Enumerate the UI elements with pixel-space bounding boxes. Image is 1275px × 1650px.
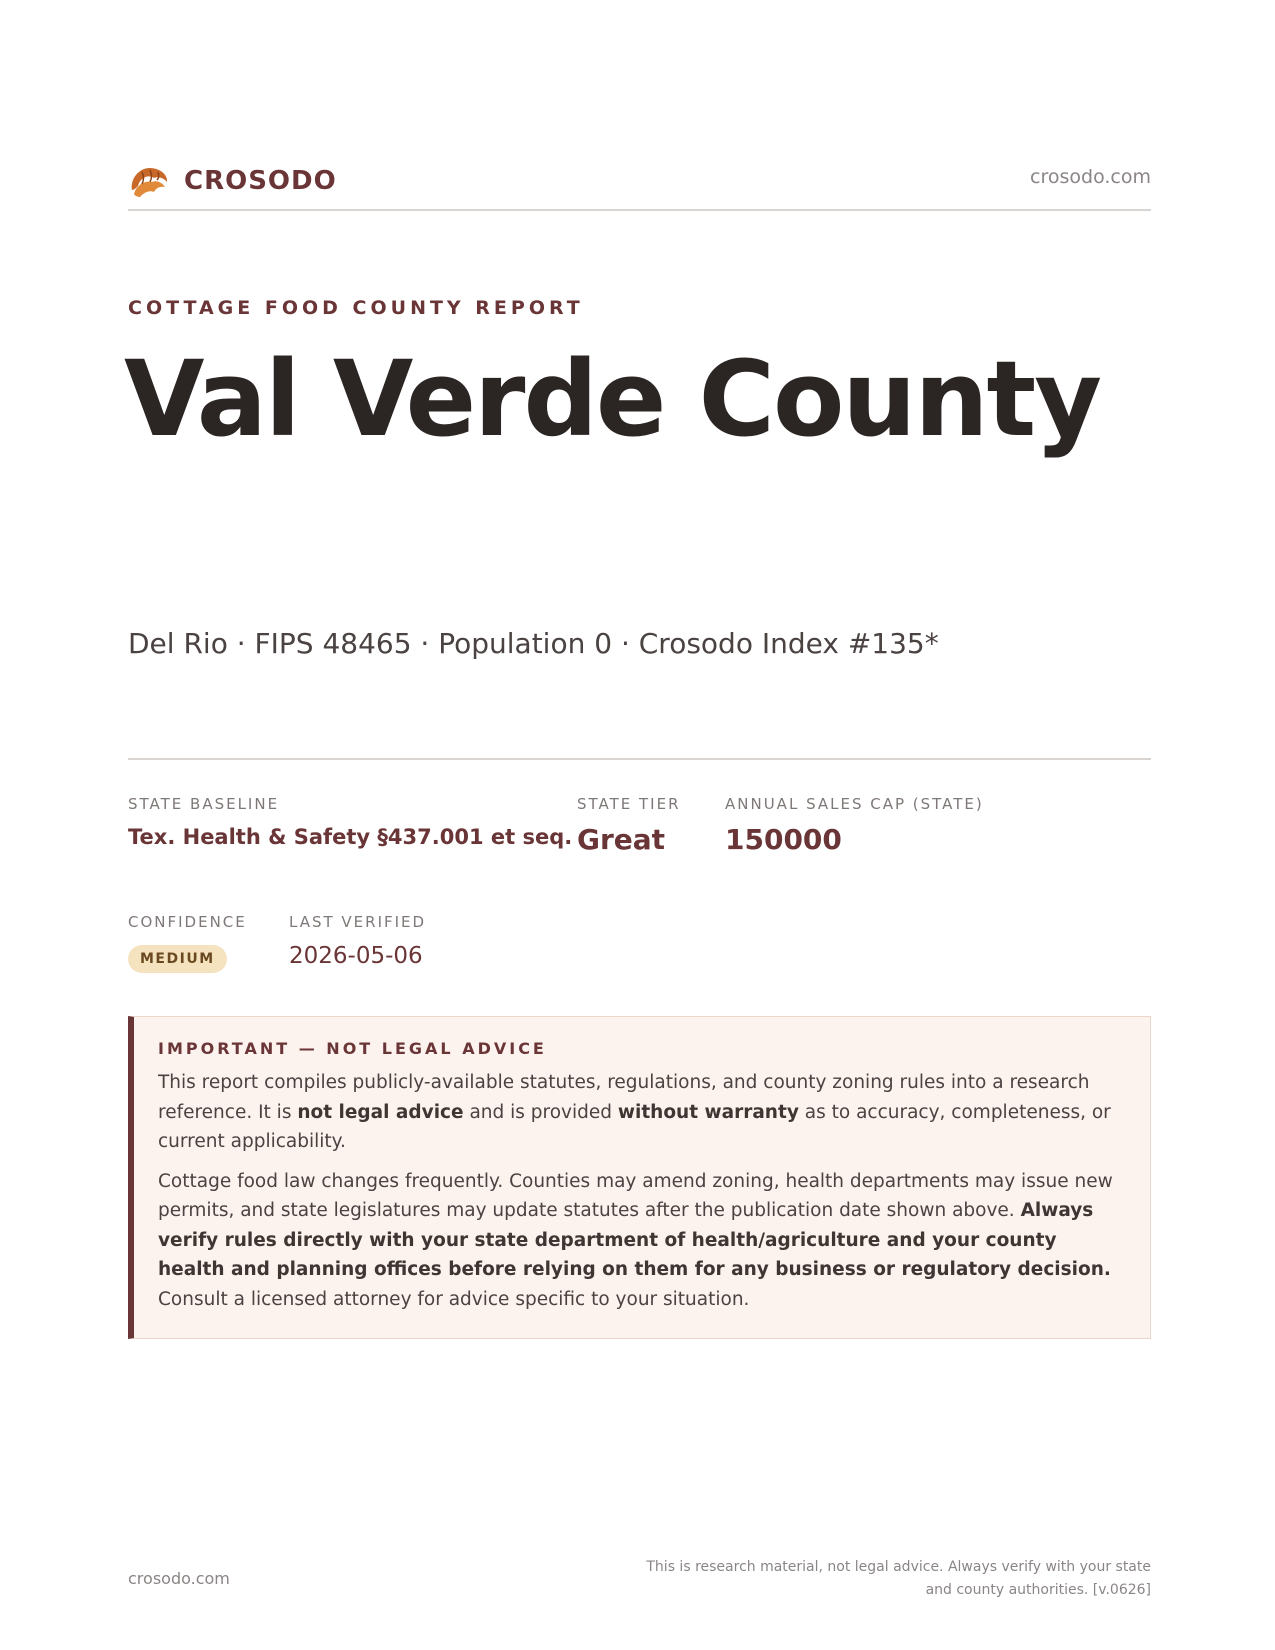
header-divider bbox=[128, 209, 1151, 211]
notice-text: Consult a licensed attorney for advice specific to your situation. bbox=[158, 1288, 750, 1310]
report-eyebrow: COTTAGE FOOD COUNTY REPORT bbox=[128, 297, 584, 319]
footer-disclaimer-line: This is research material, not legal advice. Always verify with your state bbox=[646, 1559, 1151, 1575]
field-label: LAST VERIFIED bbox=[289, 913, 427, 931]
field-label: STATE BASELINE bbox=[128, 795, 280, 813]
field-last-verified bbox=[289, 913, 426, 969]
field-confidence bbox=[128, 913, 247, 973]
notice-text: as to accuracy, completeness, or current applicability. bbox=[158, 1101, 1111, 1152]
field-value: 150000 bbox=[725, 823, 842, 856]
notice-paragraph-1 bbox=[158, 1068, 1126, 1157]
notice-text: and is provided bbox=[463, 1101, 618, 1123]
field-value: Great bbox=[577, 823, 666, 856]
field-value: 2026-05-06 bbox=[289, 943, 423, 969]
field-label: CONFIDENCE bbox=[128, 913, 247, 931]
county-summary: Del Rio · FIPS 48465 · Population 0 · Crosodo Index #135* bbox=[128, 627, 939, 660]
notice-text: Cottage food law changes frequently. Counties may amend zoning, health departments may issue new permits, and state legislatures may update statutes after the publication date shown above. bbox=[158, 1170, 1113, 1221]
notice-title: IMPORTANT — NOT LEGAL ADVICE bbox=[158, 1039, 547, 1058]
footer-disclaimer-line: and county authorities. [v.0626] bbox=[925, 1582, 1151, 1598]
field-value: Tex. Health & Safety §437.001 et seq. bbox=[128, 825, 573, 849]
field-label: ANNUAL SALES CAP (STATE) bbox=[725, 795, 984, 813]
confidence-badge: MEDIUM bbox=[128, 945, 227, 973]
notice-emphasis: without warranty bbox=[617, 1101, 799, 1123]
notice-emphasis: Always verify rules directly with your state department of health/agriculture and your county health and planning offices before relying on them for any business or regulatory decision. bbox=[158, 1200, 1111, 1280]
report-page bbox=[124, 0, 1151, 1650]
field-annual-sales-cap bbox=[725, 795, 984, 856]
croissant-icon bbox=[128, 160, 170, 202]
field-label: STATE TIER bbox=[577, 795, 681, 813]
section-divider bbox=[128, 758, 1151, 760]
field-state-baseline bbox=[128, 795, 572, 849]
page-title: Val Verde County bbox=[124, 338, 1101, 460]
footer-site-link[interactable]: crosodo.com bbox=[128, 1569, 230, 1588]
field-state-tier bbox=[577, 795, 681, 856]
brand bbox=[128, 158, 337, 204]
notice-paragraph-2 bbox=[158, 1167, 1126, 1315]
page-header bbox=[128, 158, 1151, 208]
notice-emphasis: not legal advice bbox=[297, 1101, 464, 1123]
site-link[interactable]: crosodo.com bbox=[1030, 166, 1151, 188]
brand-name: CROSODO bbox=[184, 166, 337, 196]
footer-disclaimer bbox=[631, 1556, 1151, 1602]
legal-notice bbox=[128, 1016, 1151, 1339]
notice-text: This report compiles publicly-available statutes, regulations, and county zoning rules into a research reference. It is bbox=[158, 1072, 1090, 1123]
